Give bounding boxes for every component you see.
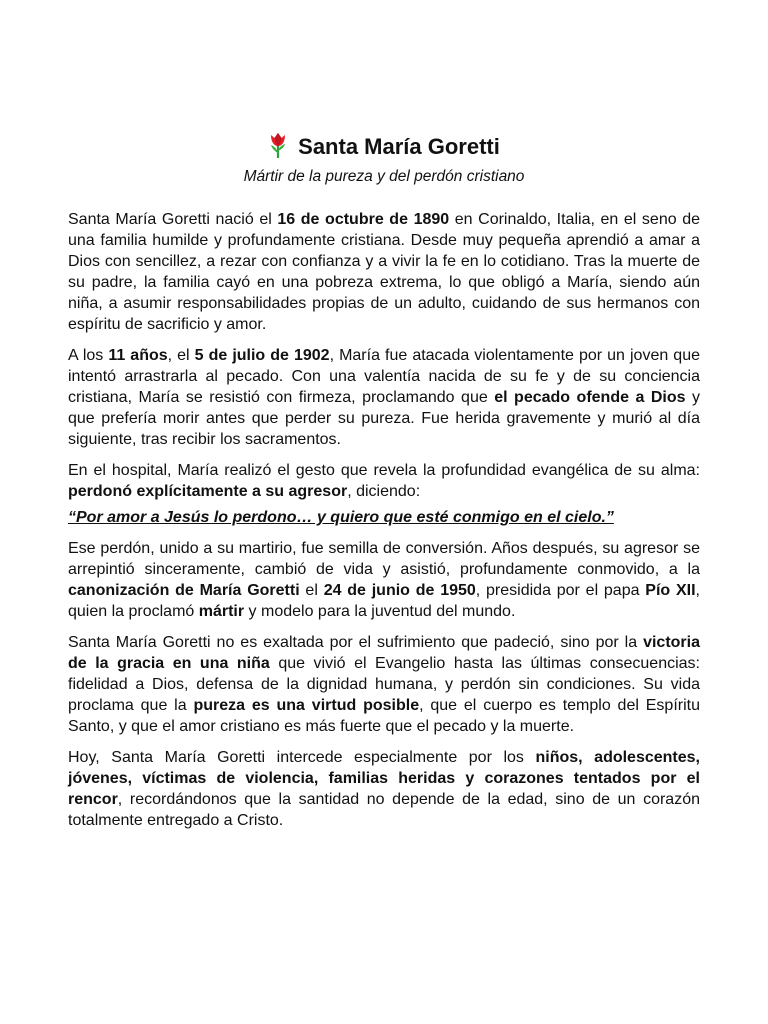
- text-run: Hoy, Santa María Goretti intercede especialmente por los: [68, 749, 536, 766]
- text-run: , quien la proclamó: [68, 582, 700, 620]
- text-run: , que el cuerpo es templo del Espíritu Santo, y que el amor cristiano es más fuerte que el pecado y la muerte.: [68, 697, 700, 735]
- text-run: Ese perdón, unido a su martirio, fue semilla de conversión. Años después, su agresor se arrepintió sinceramente, cambió de vida y asistió, profundamente conmovido, a la: [68, 540, 700, 578]
- text-run: en Corinaldo, Italia, en el seno de una familia humilde y profundamente cristiana. Desde muy pequeña aprendió a amar a Dios con sencillez, a rezar con confianza y a vivir la fe en lo cotidiano. Tras la muerte de su padre, la familia cayó en una pobreza extrema, lo que obligó a María, siendo aún niña, a asumir responsabilidades propias de un adulto, cuidando de sus hermanos con espíritu de sacrificio y amor.: [68, 211, 701, 333]
- text-run: y que prefería morir antes que perder su pureza. Fue herida gravemente y murió al día siguiente, tras recibir los sacramentos.: [68, 389, 701, 448]
- text-run: que vivió el Evangelio hasta las últimas consecuencias: fidelidad a Dios, defensa de la dignidad humana, y perdón sin condiciones. Su vida proclama que la: [68, 655, 700, 714]
- text-run: Santa María Goretti no es exaltada por el sufrimiento que padeció, sino por la: [68, 634, 644, 651]
- paragraph: [68, 747, 700, 831]
- bold-text: pureza es una virtud posible: [193, 697, 420, 714]
- page-title: Santa María Goretti: [298, 134, 500, 159]
- bold-text: canonización de María Goretti: [68, 582, 300, 599]
- paragraph: [68, 460, 700, 502]
- document-page: [68, 128, 700, 831]
- text-run: Santa María Goretti nació el: [68, 211, 278, 228]
- bold-text: 11 años: [108, 347, 168, 364]
- quote: “Por amor a Jesús lo perdono… y quiero que esté conmigo en el cielo.”: [68, 509, 614, 526]
- text-run: , recordándonos que la santidad no depende de la edad, sino de un corazón totalmente entregado a Cristo.: [68, 791, 700, 829]
- text-run: , María fue atacada violentamente por un joven que intentó arrastrarla al pecado. Con una valentía nacida de su fe y de su conciencia cristiana, María se resistió con firmeza, proclamando que: [68, 347, 700, 406]
- text-run: el: [299, 582, 324, 599]
- bold-text: el pecado ofende a Dios: [494, 389, 686, 406]
- bold-text: niños, adolescentes, jóvenes, víctimas de violencia, familias heridas y corazones tentados por el rencor: [68, 749, 700, 808]
- paragraph: [68, 345, 700, 450]
- paragraph: [68, 209, 700, 335]
- text-run: En el hospital, María realizó el gesto que revela la profundidad evangélica de su alma:: [68, 462, 700, 479]
- tulip-icon: [268, 131, 288, 164]
- paragraph: [68, 632, 700, 737]
- text-run: , presidida por el papa: [475, 582, 646, 599]
- title-row: [68, 128, 700, 166]
- page-subtitle: Mártir de la pureza y del perdón cristiano: [243, 168, 525, 185]
- bold-text: victoria de la gracia en una niña: [68, 634, 700, 672]
- text-run: A los: [68, 347, 109, 364]
- bold-text: 5 de julio de 1902: [194, 347, 330, 364]
- text-run: y modelo para la juventud del mundo.: [244, 603, 516, 620]
- bold-text: perdonó explícitamente a su agresor: [68, 483, 348, 500]
- bold-text: 16 de octubre de 1890: [277, 211, 450, 228]
- paragraph: [68, 538, 700, 622]
- bold-text: Pío XII: [645, 582, 696, 599]
- bold-text: mártir: [198, 603, 245, 620]
- text-run: , diciendo:: [347, 483, 421, 500]
- text-run: , el: [167, 347, 195, 364]
- bold-text: 24 de junio de 1950: [323, 582, 476, 599]
